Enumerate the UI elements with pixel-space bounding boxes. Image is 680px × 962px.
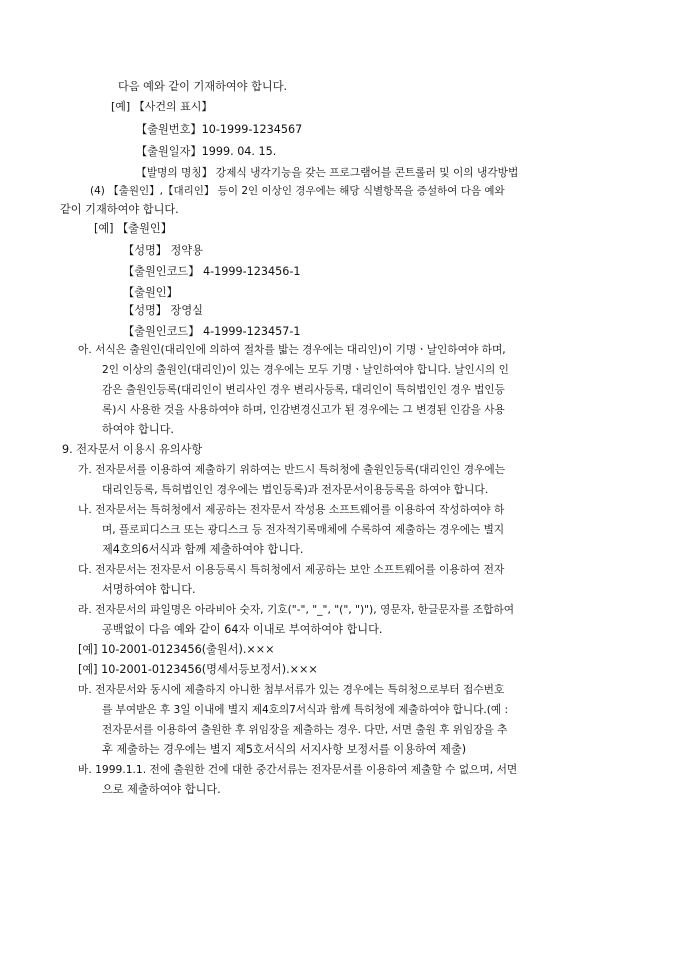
text-line: 를 부여받은 후 3일 이내에 별지 제4호의7서식과 함께 특허청에 제출하여야 합니다.(예 : [102, 704, 509, 716]
text-line: 으로 제출하여야 합니다. [102, 783, 221, 796]
text-line: 후 제출하는 경우에는 별지 제5호서식의 서지사항 보정서를 이용하여 제출) [102, 743, 467, 756]
text-line: 【출원인】 [123, 286, 178, 299]
text-line: 아. 서식은 출원인(대리인에 의하여 절차를 밟는 경우에는 대리인)이 기명ㆍ날인하여야 하며, [78, 343, 506, 356]
text-line: [예] 10-2001-0123456(출원서).××× [78, 643, 275, 656]
text-line: (4) 【출원인】,【대리인】 등이 2인 이상인 경우에는 해당 식별항목을 증설하여 다음 예와 [90, 185, 505, 197]
text-line: 같이 기재하여야 합니다. [60, 203, 179, 216]
text-line: 가. 전자문서를 이용하여 제출하기 위하여는 반드시 특허청에 출원인등록(대리인인 경우에는 [78, 463, 506, 476]
text-line: 【출원번호】10-1999-1234567 [136, 123, 303, 136]
text-line: 록)시 사용한 것을 사용하여야 하며, 인감변경신고가 된 경우에는 그 변경된 인감을 사용 [102, 404, 505, 416]
text-line: [예] 【사건의 표시】 [111, 100, 213, 113]
text-line: 【출원일자】1999. 04. 15. [136, 145, 277, 158]
text-line: 대리인등록, 특허법인인 경우에는 법인등록)과 전자문서이용등록을 하여야 합니다. [102, 483, 489, 496]
text-line: 서명하여야 합니다. [102, 583, 196, 596]
text-line: 며, 플로피디스크 또는 광디스크 등 전자적기록매체에 수록하여 제출하는 경우에는 별지 [102, 524, 505, 536]
text-line: [예] 10-2001-0123456(명세서등보정서).××× [78, 663, 318, 676]
text-line: 전자문서를 이용하여 출원한 후 위임장을 제출하는 경우. 다만, 서면 출원 후 위임장을 추 [102, 724, 508, 736]
text-line: 감은 출원인등록(대리인이 변리사인 경우 변리사등록, 대리인이 특허법인인 경우 법인등 [102, 384, 505, 396]
text-line: 하여야 합니다. [102, 423, 174, 436]
text-line: 【성명】 장영실 [123, 304, 203, 317]
text-line: 다. 전자문서는 전자문서 이용등록시 특허청에서 제공하는 보안 소프트웨어를 이용하여 전자 [78, 563, 505, 576]
text-line: 【발명의 명칭】 강제식 냉각기능을 갖는 프로그램어블 콘트롤러 및 이의 냉각방법 [136, 166, 519, 179]
text-line: [예] 【출원인】 [94, 222, 172, 235]
text-line: 2인 이상의 출원인(대리인)이 있는 경우에는 모두 기명ㆍ날인하여야 합니다. 날인시의 인 [102, 364, 509, 376]
text-line: 다음 예와 같이 기재하여야 합니다. [118, 80, 288, 93]
text-line: 마. 전자문서와 동시에 제출하지 아니한 첨부서류가 있는 경우에는 특허청으로부터 접수번호 [78, 683, 505, 696]
text-line: 라. 전자문서의 파일명은 아라비아 숫자, 기호("-", "_", "(", ")"), 영문자, 한글문자를 조합하여 [78, 603, 515, 616]
text-line: 【성명】 정약용 [123, 244, 203, 257]
section-heading: 9. 전자문서 이용시 유의사항 [62, 443, 203, 456]
text-line: 공백없이 다음 예와 같이 64자 이내로 부여하여야 합니다. [102, 623, 383, 636]
text-line: 바. 1999.1.1. 전에 출원한 건에 대한 중간서류는 전자문서를 이용하여 제출할 수 없으며, 서면 [78, 763, 518, 776]
text-line: 【출원인코드】 4-1999-123457-1 [123, 325, 301, 338]
text-line: 제4호의6서식과 함께 제출하여야 합니다. [102, 543, 304, 556]
text-line: 【출원인코드】 4-1999-123456-1 [123, 265, 301, 278]
text-line: 나. 전자문서는 특허청에서 제공하는 전자문서 작성용 소프트웨어를 이용하여 작성하여야 하 [78, 503, 505, 516]
